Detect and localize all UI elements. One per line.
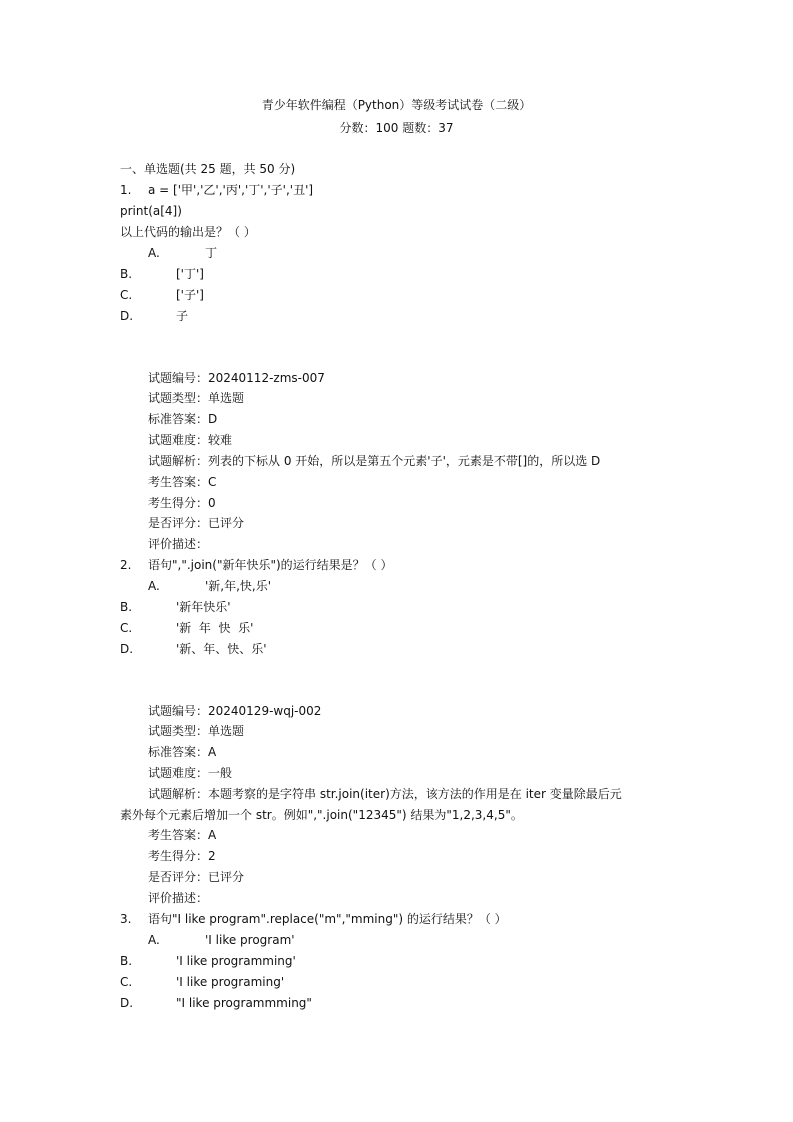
question-3-stem: 语句"I like program".replace("m","mming") 的运行结果？（ ） [148,912,507,926]
question-1-type: 试题类型：单选题 [148,391,245,405]
question-3-option-b-text: 'I like programming' [176,954,296,968]
question-1-option-d-letter: D. [120,309,134,323]
question-3-option-c-letter: C. [120,975,133,989]
section-heading: 一、单选题(共 25 题，共 50 分) [120,162,296,176]
question-1-standard-answer: 标准答案：D [148,412,218,426]
question-3-option-b-letter: B. [120,954,133,968]
question-1-option-c-text: ['子'] [176,288,204,302]
question-2-comment: 评价描述： [148,891,209,905]
question-1-stem-line-1: a = ['甲','乙','丙','丁','子','丑'] [148,183,314,197]
question-2-id: 试题编号：20240129-wqj-002 [148,704,322,718]
question-3-option-a-letter: A. [148,933,160,947]
question-1-option-a-letter: A. [148,246,160,260]
question-1-id: 试题编号：20240112-zms-007 [148,371,325,385]
question-1-option-a-text: 丁 [205,246,218,260]
question-3-number: 3. [120,912,132,926]
question-2-graded: 是否评分：已评分 [148,870,245,884]
page-meta: 分数：100 题数：37 [339,121,454,135]
question-1-stem-line-2: print(a[4]) [120,204,182,218]
question-2-option-b-letter: B. [120,600,133,614]
question-2-standard-answer: 标准答案：A [148,745,217,759]
question-2-option-d-letter: D. [120,642,134,656]
question-1-option-b-letter: B. [120,267,133,281]
page-title: 青少年软件编程（Python）等级考试试卷（二级） [261,98,532,112]
question-2-stem: 语句",".join("新年快乐")的运行结果是？（ ） [148,558,393,572]
question-2-analysis: 试题解析：本题考察的是字符串 str.join(iter)方法，该方法的作用是在 iter 变量除最后元 [148,787,622,801]
question-3-option-a-text: 'I like program' [205,933,295,947]
question-2-option-a-text: '新,年,快,乐' [205,579,272,593]
question-1-option-b-text: ['丁'] [176,267,204,281]
question-1-student-answer: 考生答案：C [148,475,217,489]
question-2-option-b-text: '新年快乐' [176,600,231,614]
question-1-graded: 是否评分：已评分 [148,516,245,530]
question-1-comment: 评价描述： [148,537,209,551]
question-2-score: 考生得分：2 [148,849,216,863]
question-1-difficulty: 试题难度：较难 [148,433,233,447]
question-1-stem-line-3: 以上代码的输出是？（ ） [120,225,256,239]
question-3-option-c-text: 'I like programing' [176,975,285,989]
question-3-option-d-letter: D. [120,996,134,1010]
question-2-difficulty: 试题难度：一般 [148,766,233,780]
question-2-option-c-text: '新 年 快 乐' [176,621,254,635]
question-2-number: 2. [120,558,132,572]
question-1-option-c-letter: C. [120,288,133,302]
question-2-type: 试题类型：单选题 [148,724,245,738]
question-3-option-d-text: "I like programmming" [176,996,312,1010]
question-1-analysis: 试题解析：列表的下标从 0 开始，所以是第五个元素'子'，元素是不带[]的，所以选 D [148,454,601,468]
question-2-student-answer: 考生答案：A [148,828,217,842]
question-1-number: 1. [120,183,132,197]
question-2-option-a-letter: A. [148,579,160,593]
question-2-option-d-text: '新、年、快、乐' [176,642,267,656]
question-1-option-d-text: 子 [176,309,189,323]
question-2-option-c-letter: C. [120,621,133,635]
question-2-analysis-cont: 素外每个元素后增加一个 str。例如",".join("12345") 结果为"1,2,3,4,5"。 [120,808,523,822]
question-1-score: 考生得分：0 [148,496,216,510]
